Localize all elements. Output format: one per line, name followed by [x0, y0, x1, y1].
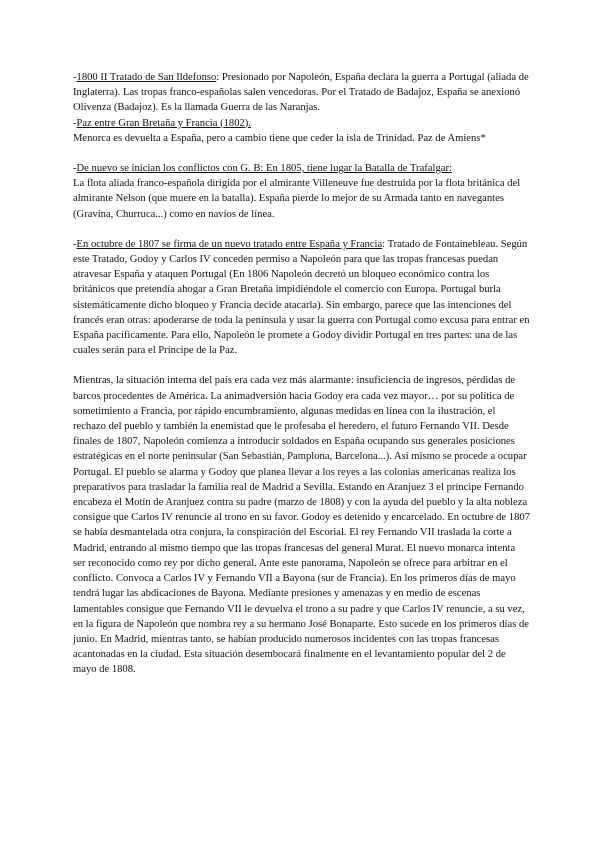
section-paragraph [73, 70, 530, 116]
body-paragraph: Mientras, la situación interna del país era cada vez más alarmante: insuficiencia de ingresos, pérdidas de barcos procedentes de América. La animadversión hacia Godoy era cada vez mayor… por su política de sometimiento a Francia, por rápido encumbramiento, algunas medidas en línea con la ilustración, el rechazo del pueblo y también la enemistad que le profesaba el heredero, el futuro Fernando VII. Desde finales de 1807, Napoleón comienza a introducir soldados en España ocupando sus generales posiciones estratégicas en el norte peninsular (San Sebastián, Pamplona, Barcelona...). Así mismo se procede a ocupar Portugal. El pueblo se alarma y Godoy que planea llevar a los reyes a las colonias americanas realiza los preparativos para trasladar la familia real de Madrid a Sevilla. Estando en Aranjuez 3 el príncipe Fernando encabeza el Motín de Aranjuez contra su padre (marzo de 1808) y con la ayuda del pueblo y la alta nobleza consigue que Carlos IV renuncie al trono en su favor. Godoy es detenido y encarcelado. En octubre de 1807 se había desmantelada otra conjura, la conspiración del Escorial. El rey Fernando VII traslada la corte a Madrid, entrando al mismo tiempo que las tropas francesas del general Murat. El nuevo monarca intenta ser reconocido como rey por dicho general. Ante este panorama, Napoleón se ofrece para arbitrar en el conflicto. Convoca a Carlos IV y Fernando VII a Bayona (sur de Francia). En los primeros días de mayo tendrá lugar las abdicaciones de Bayona. Mediante presiones y amenazas y en medio de escenas lamentables consigue que Fernando VII le devuelva el trono a su padre y que Carlos IV renuncie, a su vez, en la figura de Napoleón que nombra rey a su hermano José Bonaparte. Esto sucede en los primeros días de junio. En Madrid, mientras tanto, se habían producido numerosos incidentes con las tropas francesas acantonadas en la ciudad. Esta situación desembocará finalmente en el levantamiento popular del 2 de mayo de 1808. [73, 375, 530, 676]
section-prefix: - [73, 117, 77, 129]
section-prefix: - [73, 72, 77, 83]
section-paragraph [73, 237, 530, 359]
section-prefix: - [73, 163, 77, 175]
section-prefix: - [73, 238, 77, 250]
section-heading: Paz entre Gran Bretaña y Francia (1802). [76, 117, 251, 129]
section-paragraph [73, 116, 530, 146]
document-page [73, 70, 530, 678]
paragraph-spacer [73, 358, 530, 373]
section-body: Menorca es devuelta a España, pero a cambio tiene que ceder la isla de Trinidad. Paz de Amiens* [73, 132, 486, 144]
section-paragraph [73, 161, 530, 222]
section-body: La flota aliada franco-española dirigida por el almirante Villeneuve fue destruida por la flota británica del almirante Nelson (que muere en la batalla). España pierde lo mejor de su Armada tanto en navegantes (Gravina, Churruca...) como en navíos de línea. [73, 178, 521, 220]
section-body: : Tratado de Fontainebleau. Según este Tratado, Godoy y Carlos IV conceden permiso a Napoleón para que las tropas francesas puedan atravesar España y ataquen Portugal (En 1806 Napoleón decretó un bloqueo económico contra los británicos que pretendía ahogar a Gran Bretaña impidiéndole el comercio con Europa. Portugal burla sistemáticamente dicho bloqueo y Francia decide atacarla). Sin embargo, parece que las intenciones del francés eran otras: apoderarse de toda la península y usar la guerra con Portugal como excusa para entrar en España pacíficamente. Para ello, Napoleón le promete a Godoy dividir Portugal en tres partes: una de las cuales serán para el Príncipe de la Paz. [73, 238, 530, 357]
section-heading: 1800 II Tratado de San Ildefonso [76, 72, 217, 83]
section-body: : Presionado por Napoleón, España declara la guerra a Portugal (aliada de Inglaterra). Las tropas franco-españolas salen vencedoras. Por el Tratado de Badajoz, España se anexionó Olivenza (Badajoz). Es la llamada Guerra de las Naranjas. [73, 72, 529, 114]
section-heading: En octubre de 1807 se firma de un nuevo tratado entre España y Francia [76, 238, 383, 250]
section-heading: De nuevo se inician los conflictos con G. B: En 1805, tiene lugar la Batalla de Trafalgar: [76, 163, 452, 175]
paragraph-spacer [73, 146, 530, 161]
paragraph-spacer [73, 222, 530, 237]
